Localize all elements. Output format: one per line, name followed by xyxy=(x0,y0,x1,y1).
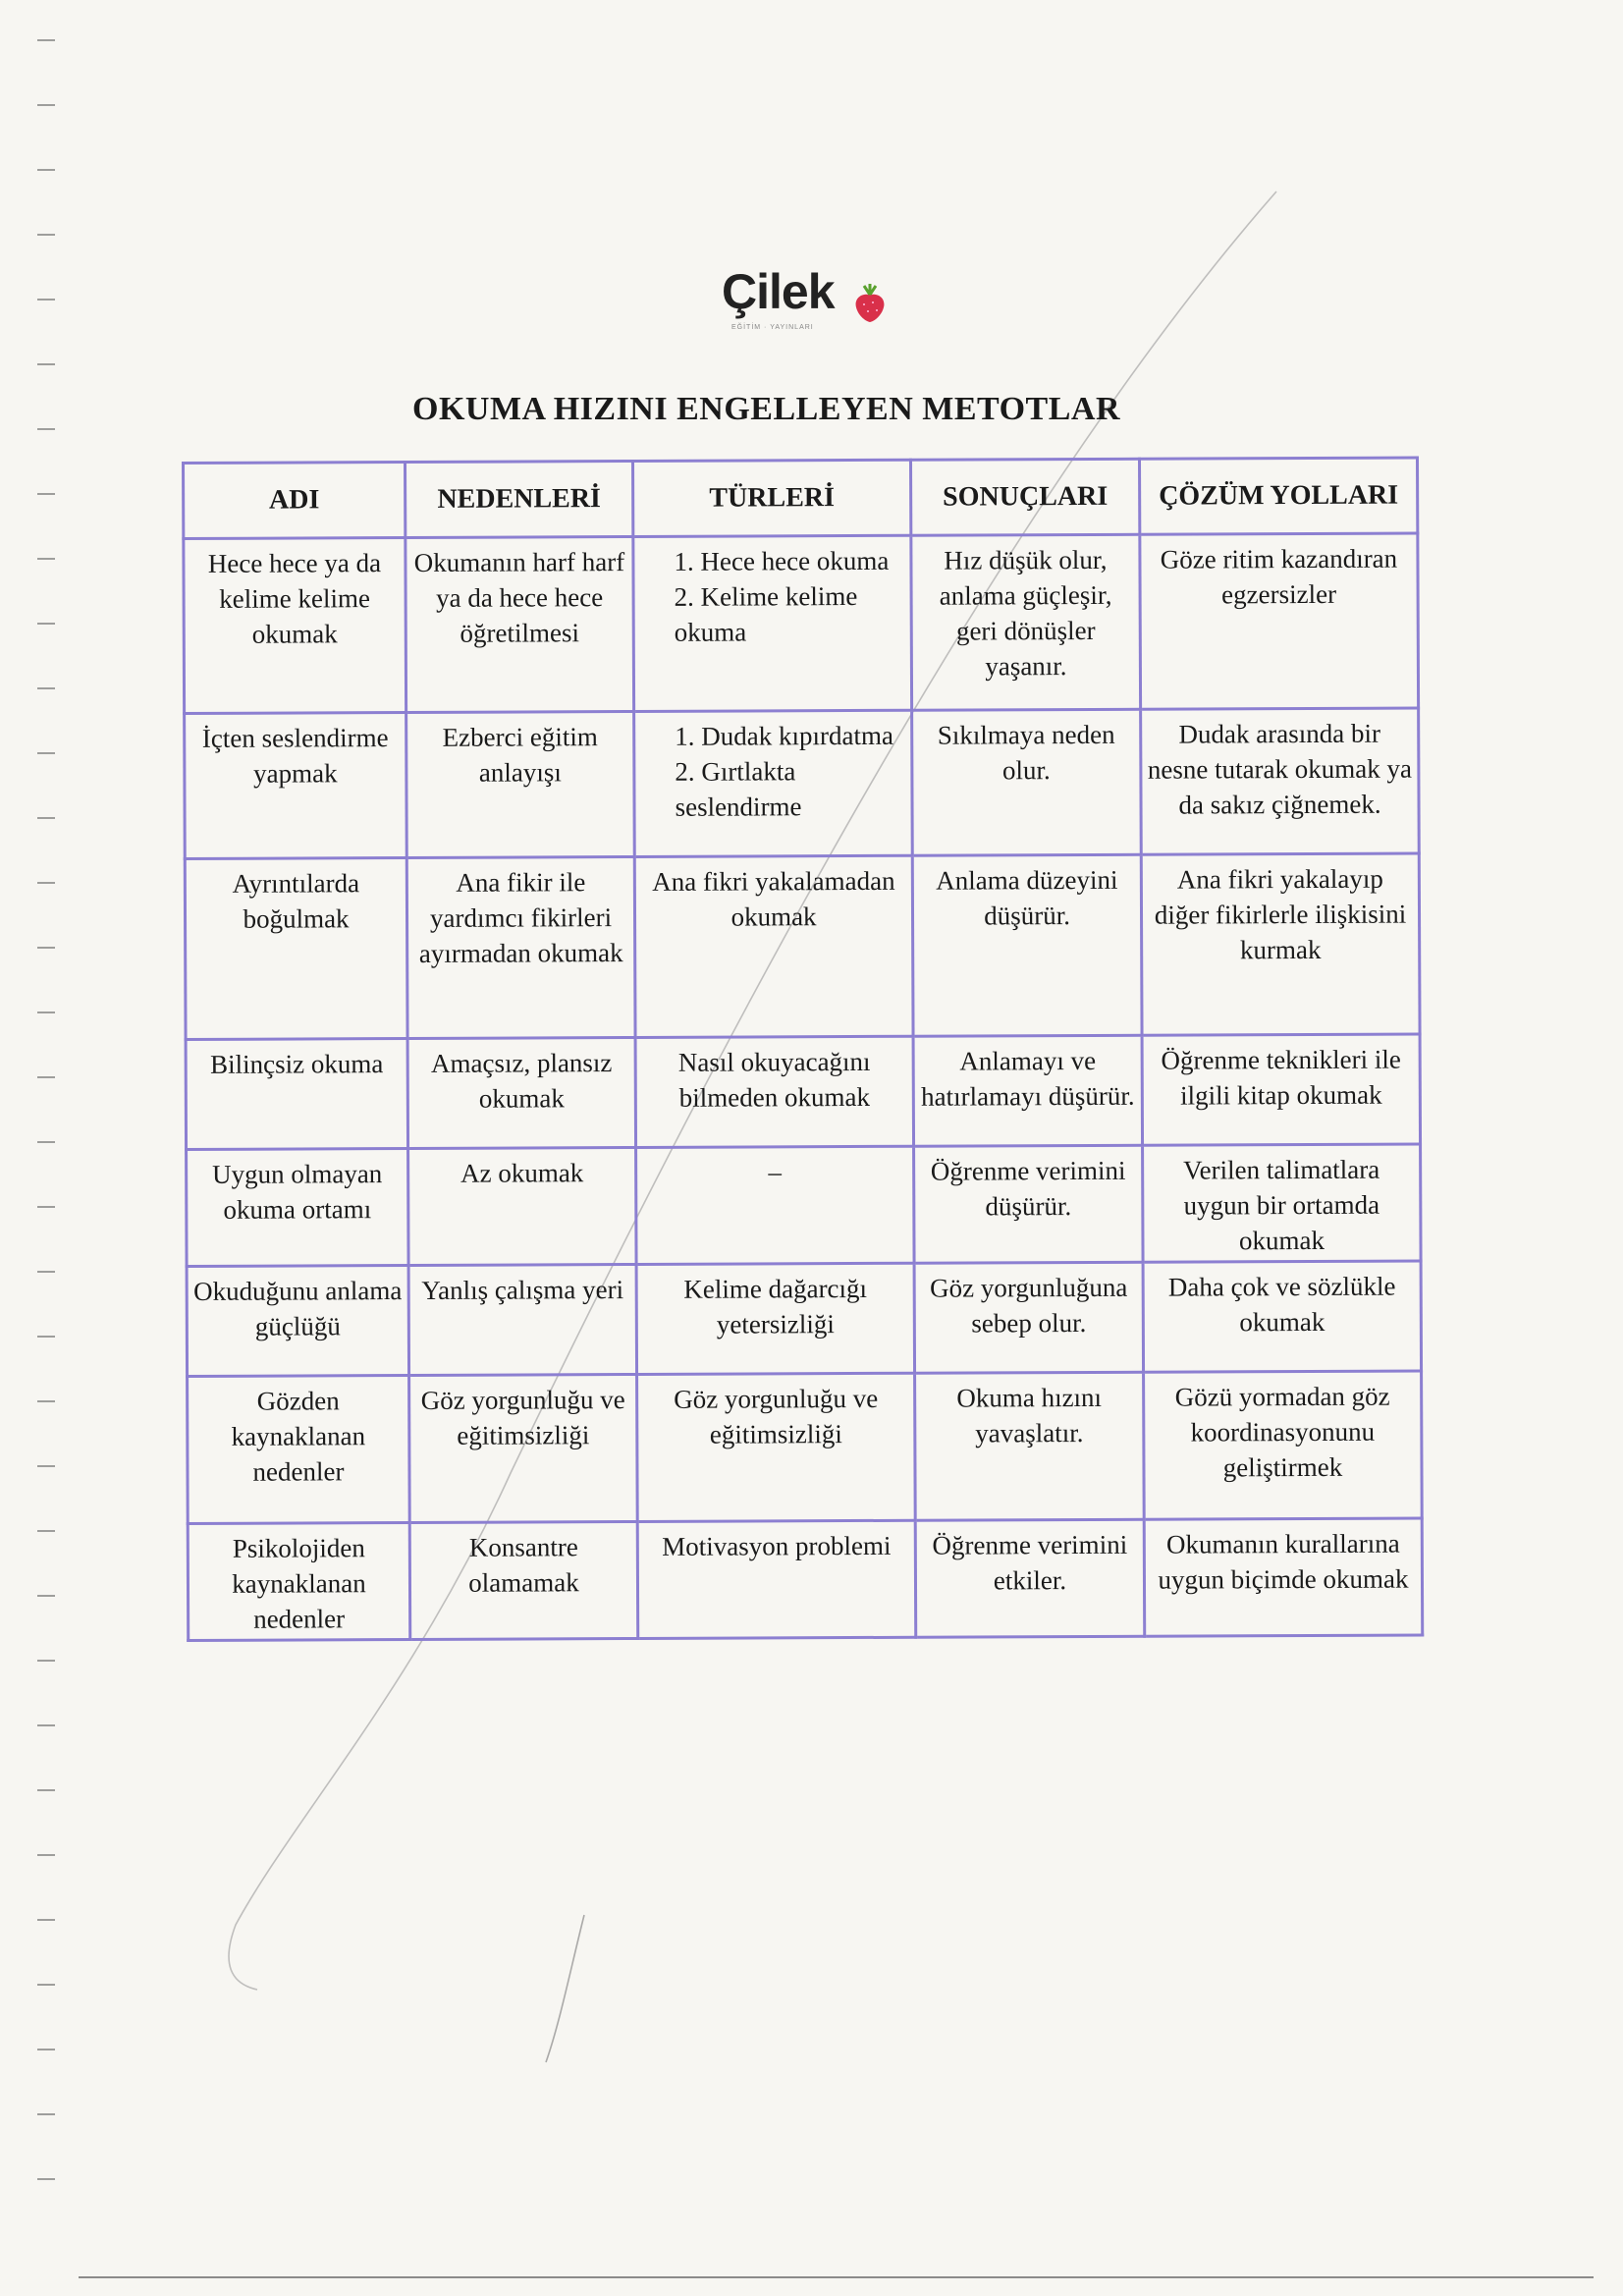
header-adi: ADI xyxy=(184,463,406,539)
cell-nedenleri xyxy=(408,1147,637,1265)
cell-adi-text: Uygun olmayan okuma ortamı xyxy=(211,1159,383,1225)
cell-adi xyxy=(185,858,407,1040)
margin-dash xyxy=(37,2178,55,2180)
table-row xyxy=(186,1034,1420,1149)
cell-adi-text: Psikolojiden kaynaklanan nedenler xyxy=(232,1533,366,1634)
margin-dash xyxy=(37,493,55,495)
margin-dash xyxy=(37,1336,55,1338)
cell-nedenleri xyxy=(409,1521,638,1639)
margin-dash xyxy=(37,1919,55,1921)
logo-tagline: EĞİTİM · YAYINLARI xyxy=(731,324,814,331)
table-row xyxy=(188,1518,1423,1640)
margin-dash xyxy=(37,363,55,365)
header-cozum-yollari: ÇÖZÜM YOLLARI xyxy=(1139,458,1417,534)
cell-nedenleri-text: Az okumak xyxy=(460,1158,584,1188)
cell-adi-text: Gözden kaynaklanan nedenler xyxy=(231,1386,366,1487)
table-row xyxy=(188,1371,1423,1523)
margin-dash xyxy=(37,752,55,754)
cell-nedenleri xyxy=(407,1037,635,1148)
cell-sonuclari xyxy=(911,534,1141,710)
table-row xyxy=(185,853,1420,1039)
cell-sonuclari xyxy=(912,709,1142,855)
cell-nedenleri-text: Yanlış çalışma yeri xyxy=(421,1275,624,1305)
margin-dash xyxy=(37,1141,55,1143)
margin-dash xyxy=(37,1724,55,1726)
cell-cozum-yollari-text: Verilen talimatlara uygun bir ortamda okumak xyxy=(1183,1154,1380,1256)
cell-sonuclari xyxy=(914,1262,1143,1373)
turleri-item: Motivasyon problemi xyxy=(662,1530,892,1561)
margin-dash xyxy=(37,104,55,106)
table-row xyxy=(185,708,1420,858)
cell-adi-text: Ayrıntılarda boğulmak xyxy=(232,868,360,934)
cell-cozum-yollari-text: Daha çok ve sözlükle okumak xyxy=(1167,1271,1396,1338)
cell-cozum-yollari xyxy=(1140,533,1419,709)
strawberry-icon xyxy=(851,283,889,324)
cell-cozum-yollari-text: Göze ritim kazandıran egzersizler xyxy=(1160,543,1398,610)
margin-dash xyxy=(37,299,55,301)
cell-cozum-yollari xyxy=(1142,1034,1420,1145)
turleri-item: Kelime dağarcığı yetersizliği xyxy=(683,1273,868,1339)
cell-sonuclari xyxy=(913,1035,1142,1146)
cell-adi-text: İçten seslendirme yapmak xyxy=(201,723,389,789)
methods-table xyxy=(182,457,1424,1642)
table-header-row xyxy=(184,458,1418,538)
margin-dash xyxy=(37,1984,55,1986)
cell-sonuclari xyxy=(914,1145,1144,1263)
cell-nedenleri-text: Ana fikir ile yardımcı fikirleri ayırmadan okumak xyxy=(418,867,623,968)
cell-sonuclari-text: Anlamayı ve hatırlamayı düşürür. xyxy=(921,1045,1135,1112)
cell-sonuclari-text: Sıkılmaya neden olur. xyxy=(937,719,1115,786)
turleri-item: Nasıl okuyacağını bilmeden okumak xyxy=(677,1046,871,1113)
cell-cozum-yollari-text: Gözü yormadan göz koordinasyonunu geliştirmek xyxy=(1174,1381,1390,1483)
header-turleri: TÜRLERİ xyxy=(633,460,911,536)
cell-cozum-yollari xyxy=(1144,1518,1423,1636)
margin-dash xyxy=(37,1465,55,1467)
cell-sonuclari-text: Anlama düzeyini düşürür. xyxy=(936,864,1118,931)
cell-cozum-yollari xyxy=(1144,1371,1423,1519)
margin-dash xyxy=(37,1271,55,1273)
turleri-item: 2. Gırtlakta seslendirme xyxy=(675,756,802,822)
cell-nedenleri xyxy=(406,536,634,712)
cell-turleri xyxy=(634,710,913,856)
margin-dash xyxy=(37,234,55,236)
margin-dash xyxy=(37,1789,55,1791)
cell-cozum-yollari-text: Okumanın kurallarına uygun biçimde okumak xyxy=(1158,1528,1409,1595)
cell-sonuclari xyxy=(915,1372,1145,1520)
cell-adi xyxy=(187,1149,409,1267)
margin-dash xyxy=(37,1660,55,1662)
cell-nedenleri-text: Amaçsız, plansız okumak xyxy=(430,1048,613,1114)
cell-nedenleri-text: Ezberci eğitim anlayışı xyxy=(442,722,598,788)
turleri-item: Göz yorgunluğu ve eğitimsizliği xyxy=(674,1383,879,1449)
cell-nedenleri-text: Konsantre olamamak xyxy=(468,1532,579,1598)
table-body xyxy=(184,533,1423,1640)
cell-sonuclari-text: Göz yorgunluğuna sebep olur. xyxy=(929,1272,1128,1339)
cell-nedenleri xyxy=(406,711,635,857)
table-row xyxy=(187,1144,1422,1266)
margin-dash xyxy=(37,882,55,884)
turleri-item: 2. Kelime kelime okuma xyxy=(674,580,858,647)
margin-dash xyxy=(37,1400,55,1402)
page-bottom-line xyxy=(79,2276,1594,2278)
cell-nedenleri-text: Okumanın harf harf ya da hece hece öğretilmesi xyxy=(413,547,625,648)
cell-nedenleri xyxy=(409,1374,638,1522)
cell-sonuclari xyxy=(915,1519,1145,1637)
cell-adi xyxy=(187,1265,408,1376)
cell-turleri xyxy=(637,1373,916,1521)
cell-adi-text: Bilinçsiz okuma xyxy=(209,1049,384,1079)
table-row xyxy=(187,1261,1421,1376)
header-nedenleri: NEDENLERİ xyxy=(406,461,633,537)
margin-dash xyxy=(37,2049,55,2050)
cell-cozum-yollari xyxy=(1143,1261,1421,1372)
margin-dash xyxy=(37,1530,55,1532)
cell-adi xyxy=(184,538,406,714)
cell-nedenleri xyxy=(408,1264,636,1375)
cell-cozum-yollari xyxy=(1143,1144,1422,1262)
margin-dash xyxy=(37,2113,55,2115)
logo-text: Çilek xyxy=(722,264,835,319)
margin-dash xyxy=(37,1206,55,1208)
margin-dash xyxy=(37,623,55,625)
margin-dash xyxy=(37,39,55,41)
cell-sonuclari xyxy=(912,854,1142,1036)
cell-cozum-yollari-text: Dudak arasında bir nesne tutarak okumak ya da sakız çiğnemek. xyxy=(1147,718,1413,820)
turleri-item: 1. Hece hece okuma xyxy=(674,545,890,576)
cell-adi xyxy=(185,713,407,859)
margin-dash xyxy=(37,817,55,819)
cell-nedenleri-text: Göz yorgunluğu ve eğitimsizliği xyxy=(420,1385,625,1450)
margin-dash xyxy=(37,558,55,560)
cell-turleri xyxy=(636,1146,915,1264)
turleri-item: Ana fikri yakalamadan okumak xyxy=(652,865,895,932)
margin-dash xyxy=(37,169,55,171)
notebook-margin-marks xyxy=(37,39,57,2249)
turleri-item: 1. Dudak kıpırdatma xyxy=(675,720,893,751)
document-title: OKUMA HIZINI ENGELLEYEN METOTLAR xyxy=(412,391,1121,427)
margin-dash xyxy=(37,947,55,949)
cell-cozum-yollari-text: Öğrenme teknikleri ile ilgili kitap okumak xyxy=(1161,1044,1401,1111)
cell-cozum-yollari-text: Ana fikri yakalayıp diğer fikirlerle ilişkisini kurmak xyxy=(1154,863,1407,965)
turleri-item: – xyxy=(768,1157,782,1187)
cell-adi xyxy=(188,1522,410,1640)
margin-dash xyxy=(37,687,55,689)
margin-dash xyxy=(37,1595,55,1597)
cell-turleri xyxy=(635,1036,913,1147)
cilek-logo xyxy=(722,263,908,342)
cell-sonuclari-text: Öğrenme verimini düşürür. xyxy=(930,1155,1126,1222)
cell-sonuclari-text: Hız düşük olur, anlama güçleşir, geri dönüşler yaşanır. xyxy=(939,544,1112,682)
cell-adi-text: Okuduğunu anlama güçlüğü xyxy=(193,1276,403,1341)
cell-adi xyxy=(186,1039,407,1150)
cell-adi-text: Hece hece ya da kelime kelime okumak xyxy=(207,548,382,649)
header-sonuclari: SONUÇLARI xyxy=(910,459,1139,535)
cell-sonuclari-text: Okuma hızını yavaşlatır. xyxy=(956,1382,1103,1449)
cell-cozum-yollari xyxy=(1141,708,1420,854)
table-row xyxy=(184,533,1419,713)
margin-dash xyxy=(37,428,55,430)
cell-turleri xyxy=(633,535,912,711)
margin-dash xyxy=(37,1854,55,1856)
cell-sonuclari-text: Öğrenme verimini etkiler. xyxy=(932,1529,1128,1596)
cell-adi xyxy=(188,1375,410,1523)
cell-cozum-yollari xyxy=(1141,853,1420,1035)
cell-nedenleri xyxy=(406,856,635,1038)
cell-turleri xyxy=(637,1520,916,1638)
cell-turleri xyxy=(634,855,913,1037)
margin-dash xyxy=(37,1011,55,1013)
margin-dash xyxy=(37,1076,55,1078)
cell-turleri xyxy=(636,1263,914,1374)
